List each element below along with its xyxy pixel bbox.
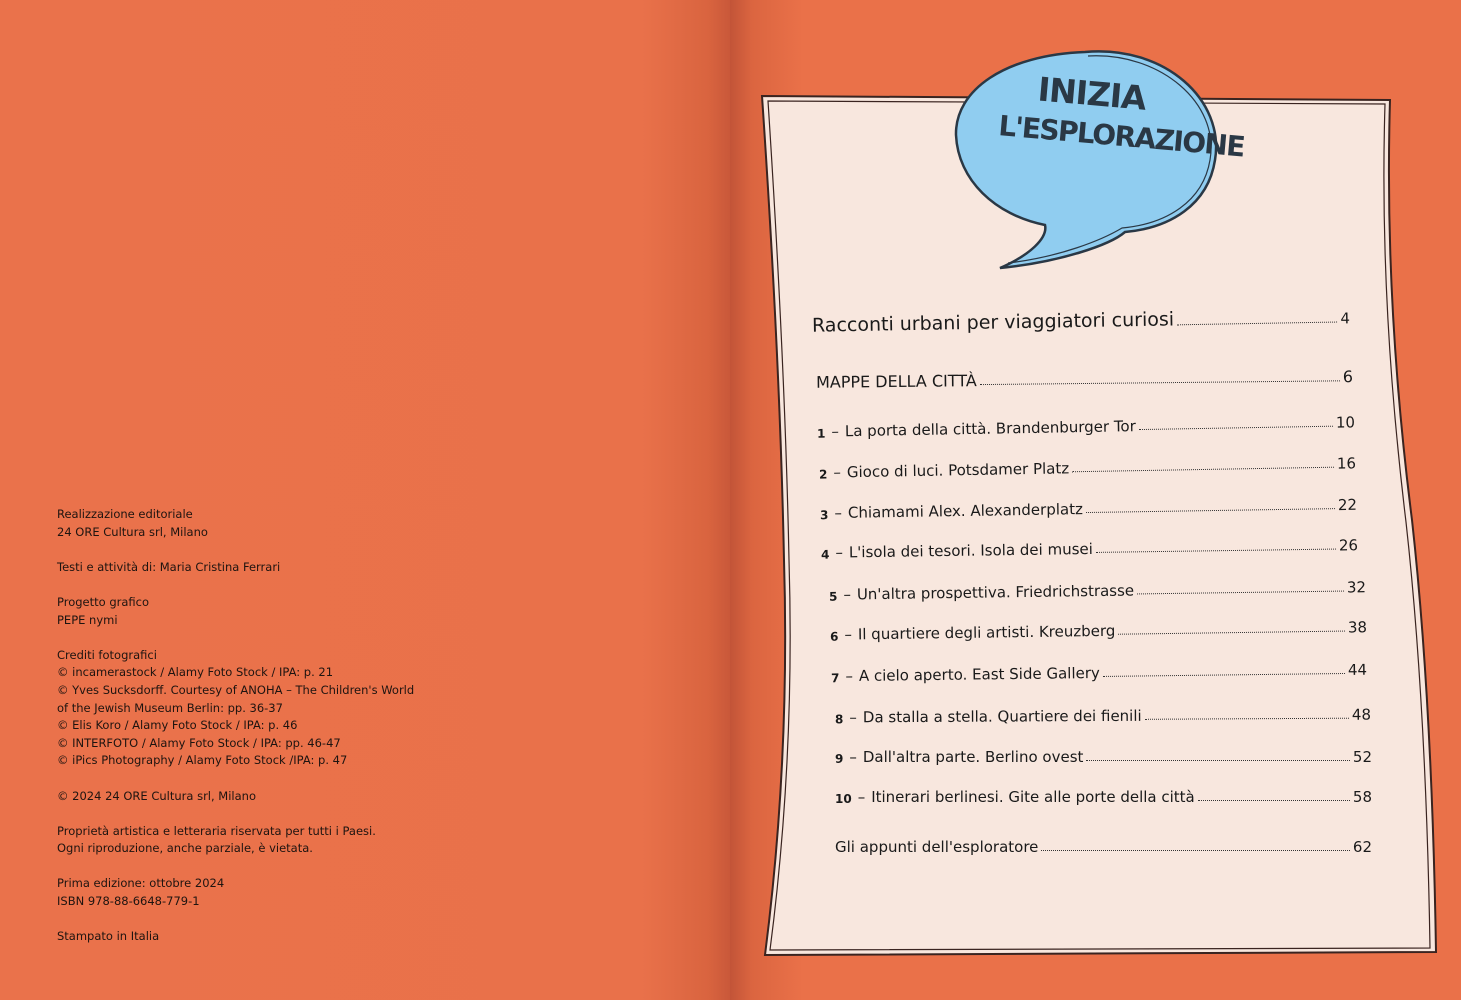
dotted-leader — [1145, 717, 1349, 720]
section-title — [997, 66, 1246, 164]
toc-chapter[interactable]: 1 – La porta della città. Brandenburger Tor 10 — [816, 413, 1356, 441]
toc-notes-title: Gli appunti dell'esploratore — [835, 838, 1039, 856]
chapter-title: Gioco di luci. Potsdamer Platz — [846, 459, 1070, 482]
chapter-page: 26 — [1338, 536, 1359, 555]
edition: Prima edizione: ottobre 2024 — [57, 876, 225, 891]
dotted-leader — [1096, 548, 1336, 553]
toc-chapter[interactable]: 3 – Chiamami Alex. Alexanderplatz 22 — [819, 495, 1358, 523]
chapter-title: La porta della città. Brandenburger Tor — [844, 417, 1136, 441]
chapter-number: 8 — [834, 712, 844, 727]
isbn: ISBN 978-88-6648-779-1 — [57, 894, 200, 909]
toc-intro-title: Racconti urbani per viaggiatori curiosi — [811, 308, 1175, 337]
chapter-page: 58 — [1352, 788, 1372, 806]
dotted-leader — [1086, 507, 1335, 513]
chapter-number: 9 — [835, 752, 844, 766]
chapter-number: 5 — [828, 589, 838, 604]
toc-notes-page: 62 — [1352, 838, 1372, 856]
photo-credit-line: of the Jewish Museum Berlin: pp. 36-37 — [57, 700, 283, 715]
chapter-number: 6 — [829, 629, 839, 644]
rights-line: Ogni riproduzione, anche parziale, è vietata. — [57, 841, 313, 856]
chapter-number: 4 — [820, 547, 830, 562]
dotted-leader — [980, 379, 1340, 385]
photo-credits-label: Crediti fotografici — [57, 647, 157, 662]
toc-chapter[interactable]: 9 – Dall'altra parte. Berlino ovest 52 — [835, 748, 1372, 766]
toc-chapter[interactable]: 5 – Un'altra prospettiva. Friedrichstrasse 32 — [828, 578, 1367, 604]
dotted-leader — [1137, 590, 1344, 595]
chapter-number: 1 — [816, 426, 826, 441]
chapter-page: 44 — [1347, 660, 1368, 679]
dotted-leader — [1177, 321, 1337, 326]
chapter-title: Da stalla a stella. Quartiere dei fienili — [862, 706, 1142, 727]
chapter-title: Chiamami Alex. Alexanderplatz — [847, 500, 1084, 522]
chapter-page: 48 — [1351, 705, 1372, 724]
dotted-leader — [1103, 672, 1345, 677]
rights-line: Proprietà artistica e letteraria riservata per tutti i Paesi. — [57, 823, 376, 838]
chapter-page: 52 — [1352, 748, 1372, 766]
copyright: © 2024 24 ORE Cultura srl, Milano — [57, 788, 256, 803]
toc-chapter[interactable]: 7 – A cielo aperto. East Side Gallery 44 — [830, 660, 1368, 686]
toc-notes[interactable] — [835, 838, 1372, 856]
editorial-label: Realizzazione editoriale — [57, 507, 193, 521]
toc-chapter[interactable]: 4 – L'isola dei tesori. Isola dei musei 26 — [820, 536, 1359, 562]
chapter-number: 2 — [818, 467, 828, 482]
dotted-leader — [1118, 630, 1345, 635]
title-line-2: L'ESPLORAZIONE — [997, 109, 1246, 164]
chapter-page: 38 — [1347, 618, 1368, 637]
chapter-page: 16 — [1336, 454, 1357, 473]
photo-credit-line: © INTERFOTO / Alamy Foto Stock / IPA: pp. 46-47 — [57, 735, 341, 750]
texts-credit: Testi e attività di: Maria Cristina Ferrari — [57, 559, 281, 574]
dotted-leader — [1086, 759, 1350, 761]
chapter-title: L'isola dei tesori. Isola dei musei — [848, 539, 1093, 562]
chapter-title: Dall'altra parte. Berlino ovest — [862, 748, 1084, 766]
dotted-leader — [1198, 799, 1350, 801]
photo-credit-line: © Yves Sucksdorff. Courtesy of ANOHA – The Children's World — [57, 682, 415, 697]
toc-chapter[interactable]: 10 – Itinerari berlinesi. Gite alle porte della città 58 — [835, 788, 1372, 806]
chapter-title: Un'altra prospettiva. Friedrichstrasse — [856, 581, 1135, 604]
toc-maps-page: 6 — [1342, 367, 1354, 387]
chapter-page: 32 — [1346, 578, 1367, 597]
printed-in: Stampato in Italia — [57, 929, 160, 944]
photo-credit-line: © iPics Photography / Alamy Foto Stock /IPA: p. 47 — [57, 753, 348, 768]
design-label: Progetto grafico — [57, 594, 150, 609]
chapter-title: A cielo aperto. East Side Gallery — [858, 663, 1100, 685]
toc-intro-page: 4 — [1340, 309, 1351, 328]
toc-chapter[interactable]: 8 – Da stalla a stella. Quartiere dei fienili 48 — [834, 705, 1372, 727]
chapter-number: 3 — [819, 508, 829, 523]
photo-credit-line: © incamerastock / Alamy Foto Stock / IPA: p. 21 — [57, 665, 334, 680]
design-value: PEPE nymi — [57, 612, 118, 627]
dotted-leader — [1139, 425, 1333, 430]
dotted-leader — [1041, 849, 1350, 851]
toc-chapter[interactable]: 2 – Gioco di luci. Potsdamer Platz 16 — [818, 454, 1357, 482]
chapter-title: Il quartiere degli artisti. Kreuzberg — [857, 621, 1116, 644]
chapter-number: 7 — [830, 671, 840, 686]
chapter-number: 10 — [835, 792, 852, 806]
chapter-page: 10 — [1335, 413, 1356, 432]
toc-chapter[interactable]: 6 – Il quartiere degli artisti. Kreuzberg 38 — [829, 618, 1368, 644]
toc-maps-title: MAPPE DELLA CITTÀ — [815, 371, 977, 392]
chapter-title: Itinerari berlinesi. Gite alle porte della città — [871, 788, 1195, 806]
photo-credit-line: © Elis Koro / Alamy Foto Stock / IPA: p. 46 — [57, 718, 298, 733]
dotted-leader — [1072, 466, 1334, 473]
editorial-value: 24 ORE Cultura srl, Milano — [57, 524, 208, 539]
chapter-page: 22 — [1337, 495, 1358, 515]
title-line-1: INIZIA — [1036, 69, 1148, 118]
